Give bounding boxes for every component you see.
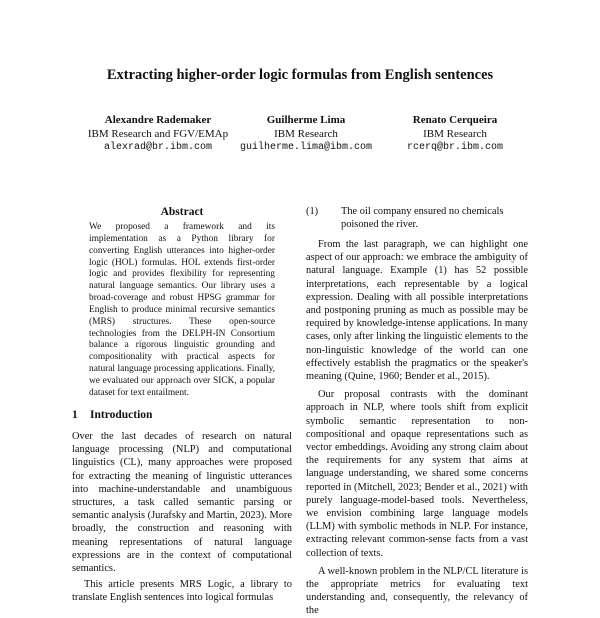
author-name: Guilherme Lima: [266, 114, 346, 126]
example-text: The oil company ensured no chemicals poisoned the river.: [341, 206, 504, 231]
author-email: alexrad@br.ibm.com: [103, 142, 213, 153]
abstract-text: We proposed a framework and its implementation as a Python library for converting English utterances into higher-order logic (HOL) formulas. HOL extends first-order logic and provides flexibility for representing natural language semantics. Our library uses a broad-coverage and robust HPSG grammar for English to produce minimal recursive semantics (MRS) structures. These open-source technologies from the DELPH-IN Consortium balance a rigorous linguistic grounding and compositionality with practical aspects for natural language processing applications. Finally, we evaluated our approach over SICK, a popular dataset for text entailment.: [89, 222, 275, 398]
author-affiliation: IBM Research: [423, 128, 487, 140]
numbered-example: [306, 205, 528, 231]
body-paragraph: From the last paragraph, we can highlight one aspect of our approach: we embrace the ambiguity of natural language. Example (1) has 52 possible interpretations, each representable by a logical expression. Dealing with all possible interpretations and postponing pruning as much as possible may be required by knowledge-intense applications. In many cases, only after linking the linguistic elements to the non-linguistic knowledge of the world can one effectively establish the pragmatics or the speaker's meaning (Quine, 1960; Bender et al., 2015).: [306, 239, 528, 383]
author-block-2: [222, 113, 390, 155]
body-paragraph: A well-known problem in the NLP/CL literature is the appropriate metrics for evaluating text understanding and, consequently, the relevancy of the: [306, 565, 528, 617]
author-name: Alexandre Rademaker: [104, 114, 212, 126]
author-affiliation: IBM Research: [274, 128, 338, 140]
body-paragraph: Over the last decades of research on natural language processing (NLP) and computational linguistics (CL), many approaches were proposed for extracting the meaning of linguistic utterances into machine-understandable and unambiguous structures, a task called semantic parsing or semantic analysis (Jurafsky and Martin, 2023). More broadly, the construction and reasoning with meaning representations of natural language expressions are in the context of computational semantics.: [72, 431, 292, 575]
example-number: (1): [306, 206, 319, 217]
author-block-1: [68, 113, 248, 155]
author-email: rcerq@br.ibm.com: [406, 142, 503, 153]
author-name: Renato Cerqueira: [412, 114, 498, 126]
abstract-heading: Abstract: [160, 206, 204, 218]
section-heading: [72, 408, 152, 422]
author-block-3: [380, 113, 530, 155]
body-paragraph: Our proposal contrasts with the dominant approach in NLP, where tools shift from explicit symbolic semantic representation to non-compositional and opaque representations such as vector embeddings. Avoiding any strong claim about the requirements for any system that aims at language understanding, we shared some concerns reported in (Mitchell, 2023; Bender et al., 2021) with purely language-model-based tools. Nevertheless, we envision combining large language models (LLM) with symbolic methods in NLP. For instance, extracting relevant common-sense facts from a vast collection of texts.: [306, 389, 528, 559]
section-title: Introduction: [90, 409, 153, 421]
paper-title: Extracting higher-order logic formulas from English sentences: [106, 67, 494, 83]
left-column-body: [72, 430, 292, 605]
section-number: 1: [72, 409, 78, 421]
author-affiliation: IBM Research and FGV/EMAp: [87, 128, 229, 140]
right-column-body: [306, 238, 528, 618]
body-paragraph: This article presents MRS Logic, a library to translate English sentences into logical formulas: [72, 579, 292, 604]
author-email: guilherme.lima@ibm.com: [239, 142, 373, 153]
